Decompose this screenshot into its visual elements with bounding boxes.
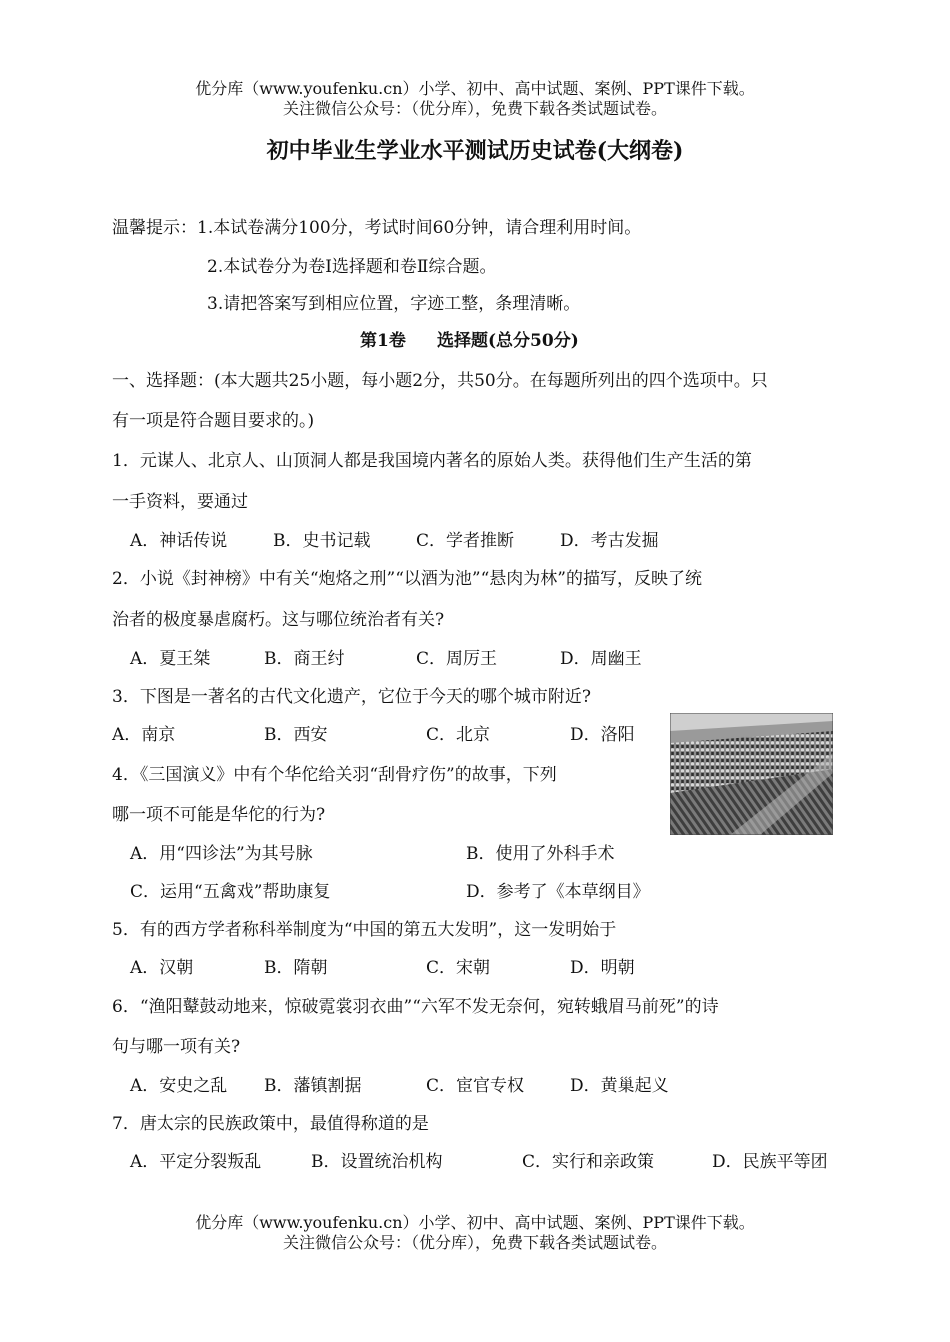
q5-option-a: A．汉朝 — [130, 958, 194, 978]
q6-stem-1: 6．“渔阳鼙鼓动地来，惊破霓裳羽衣曲”“六军不发无奈何，宛转蛾眉马前死”的诗 — [112, 997, 719, 1017]
footer-line-1: 优分库（www.youfenku.cn）小学、初中、高中试题、案例、PPT课件下载。 — [195, 1213, 755, 1232]
q2-stem-2: 治者的极度暴虐腐朽。这与哪位统治者有关? — [112, 610, 445, 630]
q2-option-d: D．周幽王 — [560, 649, 642, 669]
q3-stem: 3．下图是一著名的古代文化遗产，它位于今天的哪个城市附近? — [112, 687, 591, 707]
q2-stem-1: 2．小说《封神榜》中有关“炮烙之刑”“以酒为池”“悬肉为林”的描写，反映了统 — [112, 569, 702, 589]
q5-option-c: C．宋朝 — [426, 958, 491, 978]
header-line-1: 优分库（www.youfenku.cn）小学、初中、高中试题、案例、PPT课件下载。 — [195, 79, 755, 98]
q6-stem-2: 句与哪一项有关? — [112, 1037, 241, 1057]
q4-stem-1: 4．《三国演义》中有个华佗给关羽“刮骨疗伤”的故事，下列 — [112, 765, 557, 785]
header-line-2: 关注微信公众号：（优分库），免费下载各类试题试卷。 — [282, 99, 667, 118]
q1-stem-1: 1．元谋人、北京人、山顶洞人都是我国境内著名的原始人类。获得他们生产生活的第 — [112, 451, 752, 471]
q3-option-a: A．南京 — [112, 725, 176, 745]
footer-line-2: 关注微信公众号：（优分库），免费下载各类试题试卷。 — [282, 1233, 667, 1252]
q5-stem: 5．有的西方学者称科举制度为“中国的第五大发明”，这一发明始于 — [112, 920, 617, 940]
q4-option-c: C．运用“五禽戏”帮助康复 — [130, 882, 331, 902]
q1-option-c: C．学者推断 — [416, 531, 515, 551]
q1-option-b: B．史书记载 — [273, 531, 371, 551]
q7-option-a: A．平定分裂叛乱 — [130, 1152, 262, 1172]
section-intro-1: 一、选择题：(本大题共25小题，每小题2分，共50分。在每题所列出的四个选项中。只 — [112, 371, 768, 391]
q7-option-d: D．民族平等团 — [712, 1152, 828, 1172]
tip-3: 3.请把答案写到相应位置，字迹工整，条理清晰。 — [207, 294, 581, 314]
page-header — [0, 79, 950, 119]
q2-option-c: C．周厉王 — [416, 649, 498, 669]
q6-option-b: B．藩镇割据 — [264, 1076, 362, 1096]
q2-option-a: A．夏王桀 — [130, 649, 211, 669]
tip-2: 2.本试卷分为卷I选择题和卷Ⅱ综合题。 — [207, 257, 497, 277]
section-intro-2: 有一项是符合题目要求的。) — [112, 411, 315, 431]
q6-option-c: C．宦官专权 — [426, 1076, 525, 1096]
tip-1: 温馨提示：1.本试卷满分100分，考试时间60分钟，请合理利用时间。 — [112, 218, 642, 238]
page-footer — [0, 1213, 950, 1253]
q7-option-c: C．实行和亲政策 — [522, 1152, 655, 1172]
q3-option-b: B．西安 — [264, 725, 328, 745]
q4-option-b: B．使用了外科手术 — [466, 844, 615, 864]
q7-stem: 7．唐太宗的民族政策中，最值得称道的是 — [112, 1114, 429, 1134]
exam-title: 初中毕业生学业水平测试历史试卷(大纲卷) — [266, 138, 684, 164]
q1-option-d: D．考古发掘 — [560, 531, 659, 551]
section-name: 选择题(总分50分) — [437, 331, 579, 351]
section-volume: 第1卷 — [360, 331, 406, 351]
q1-stem-2: 一手资料，要通过 — [112, 492, 248, 512]
q3-option-c: C．北京 — [426, 725, 491, 745]
q5-option-b: B．隋朝 — [264, 958, 328, 978]
q3-option-d: D．洛阳 — [570, 725, 635, 745]
q4-option-d: D．参考了《本草纲目》 — [466, 882, 650, 902]
q6-option-a: A．安史之乱 — [130, 1076, 228, 1096]
q7-option-b: B．设置统治机构 — [311, 1152, 443, 1172]
q4-stem-2: 哪一项不可能是华佗的行为? — [112, 805, 326, 825]
q6-option-d: D．黄巢起义 — [570, 1076, 669, 1096]
q1-option-a: A．神话传说 — [130, 531, 228, 551]
q5-option-d: D．明朝 — [570, 958, 635, 978]
terracotta-warriors-photo — [670, 713, 833, 835]
q2-option-b: B．商王纣 — [264, 649, 345, 669]
q4-option-a: A．用“四诊法”为其号脉 — [130, 844, 313, 864]
